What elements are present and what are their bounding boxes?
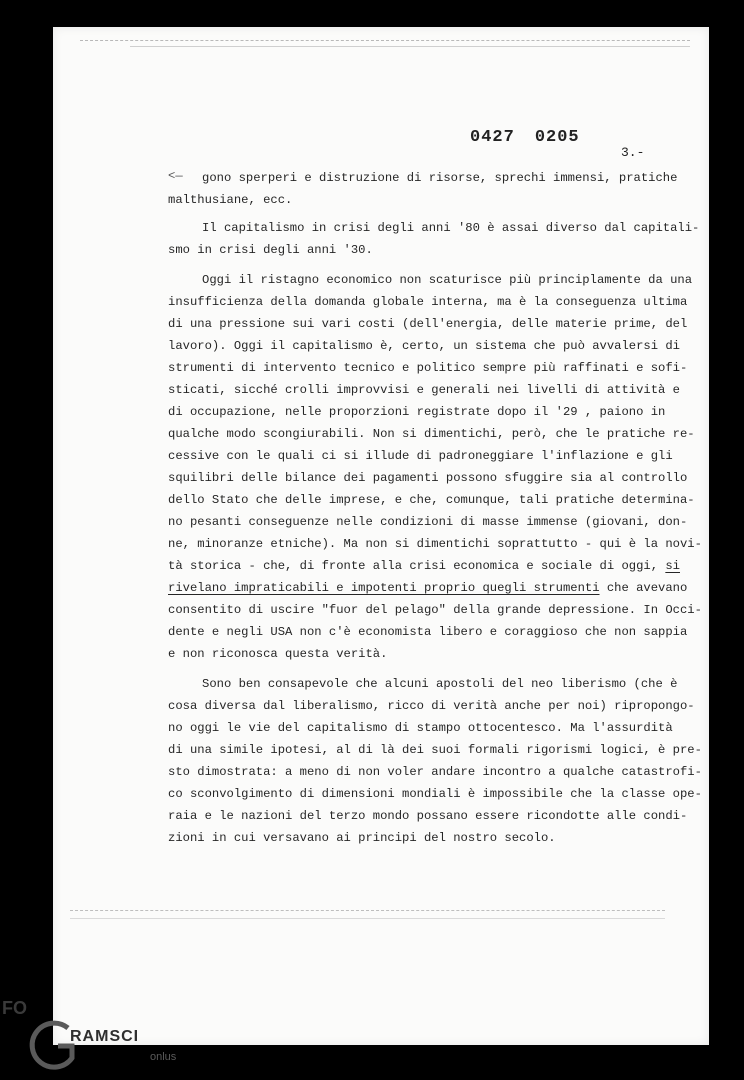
text-line: cosa diversa dal liberalismo, ricco di verità anche per noi) ripropongo-: [168, 699, 695, 713]
continuation-arrow-icon: <—: [168, 169, 183, 183]
text-line: no pesanti conseguenze nelle condizioni di masse immense (giovani, don-: [168, 515, 688, 529]
text-line: raia e le nazioni del terzo mondo possano essere ricondotte alle condi-: [168, 809, 688, 823]
text-line: co sconvolgimento di dimensioni mondiali è impossibile che la classe ope-: [168, 787, 702, 801]
text-line: e non riconosca questa verità.: [168, 647, 388, 661]
underlined-text: si: [665, 559, 680, 573]
text-line: squilibri delle bilance dei pagamenti possono sfuggire sia al controllo: [168, 471, 688, 485]
watermark-onlus: onlus: [150, 1051, 177, 1063]
text-line: sticati, sicché crolli improvvisi e generali nei livelli di attività e: [168, 383, 680, 397]
document-code: [470, 128, 600, 147]
watermark-fo: FO: [2, 998, 27, 1018]
text-line: tà storica - che, di fronte alla crisi economica e sociale di oggi, si: [168, 559, 680, 573]
text-line: consentito di uscire "fuor del pelago" della grande depressione. In Occi-: [168, 603, 702, 617]
text-line: no oggi le vie del capitalismo di stampo ottocentesco. Ma l'assurdità: [168, 721, 673, 735]
text-line: strumenti di intervento tecnico e politico sempre più raffinati e sofi-: [168, 361, 688, 375]
underlined-text: rivelano impraticabili e impotenti proprio quegli strumenti: [168, 581, 600, 595]
text-line: dello Stato che delle imprese, e che, comunque, tali pratiche determina-: [168, 493, 695, 507]
text-line: lavoro). Oggi il capitalismo è, certo, un sistema che può avvalersi di: [168, 339, 680, 353]
text-line: insufficienza della domanda globale interna, ma è la conseguenza ultima: [168, 295, 688, 309]
text-line: dente e negli USA non c'è economista libero e coraggioso che non sappia: [168, 625, 688, 639]
text-line: malthusiane, ecc.: [168, 193, 293, 207]
text-line: gono sperperi e distruzione di risorse, sprechi immensi, pratiche: [202, 171, 678, 185]
bottom-rule: [70, 910, 665, 911]
fondazione-gramsci-watermark: [0, 996, 200, 1080]
text-line: zioni in cui versavano ai principi del nostro secolo.: [168, 831, 556, 845]
bottom-rule-secondary: [70, 918, 665, 919]
text-line: rivelano impraticabili e impotenti proprio quegli strumenti che avevano: [168, 581, 688, 595]
text-line: qualche modo scongiurabili. Non si dimentichi, però, che le pratiche re-: [168, 427, 695, 441]
text-line: cessive con le quali ci si illude di padroneggiare l'inflazione e gli: [168, 449, 673, 463]
text-line: di occupazione, nelle proporzioni registrate dopo il '29 , paiono in: [168, 405, 666, 419]
document-code-right: 0205: [534, 128, 580, 147]
document-code-left: 0427: [470, 128, 515, 147]
text-line: ne, minoranze etniche). Ma non si dimentichi soprattutto - qui è la novi-: [168, 537, 702, 551]
text-line: sto dimostrata: a meno di non voler andare incontro a qualche catastrofi-: [168, 765, 702, 779]
text-line: Il capitalismo in crisi degli anni '80 è assai diverso dal capitali-: [202, 221, 700, 235]
text-line: Oggi il ristagno economico non scaturisce più principlamente da una: [202, 273, 693, 287]
watermark-gramsci: RAMSCI: [70, 1028, 140, 1045]
top-rule-secondary: [130, 46, 690, 47]
text-line: di una simile ipotesi, al di là dei suoi formali rigorismi logici, è pre-: [168, 743, 702, 757]
text-line: di una pressione sui vari costi (dell'energia, delle materie prime, del: [168, 317, 688, 331]
page-number: 3.-: [621, 145, 645, 160]
gramsci-logo-icon: [28, 1016, 88, 1076]
top-rule: [80, 40, 690, 41]
text-line: smo in crisi degli anni '30.: [168, 243, 373, 257]
text-line: Sono ben consapevole che alcuni apostoli del neo liberismo (che è: [202, 677, 678, 691]
